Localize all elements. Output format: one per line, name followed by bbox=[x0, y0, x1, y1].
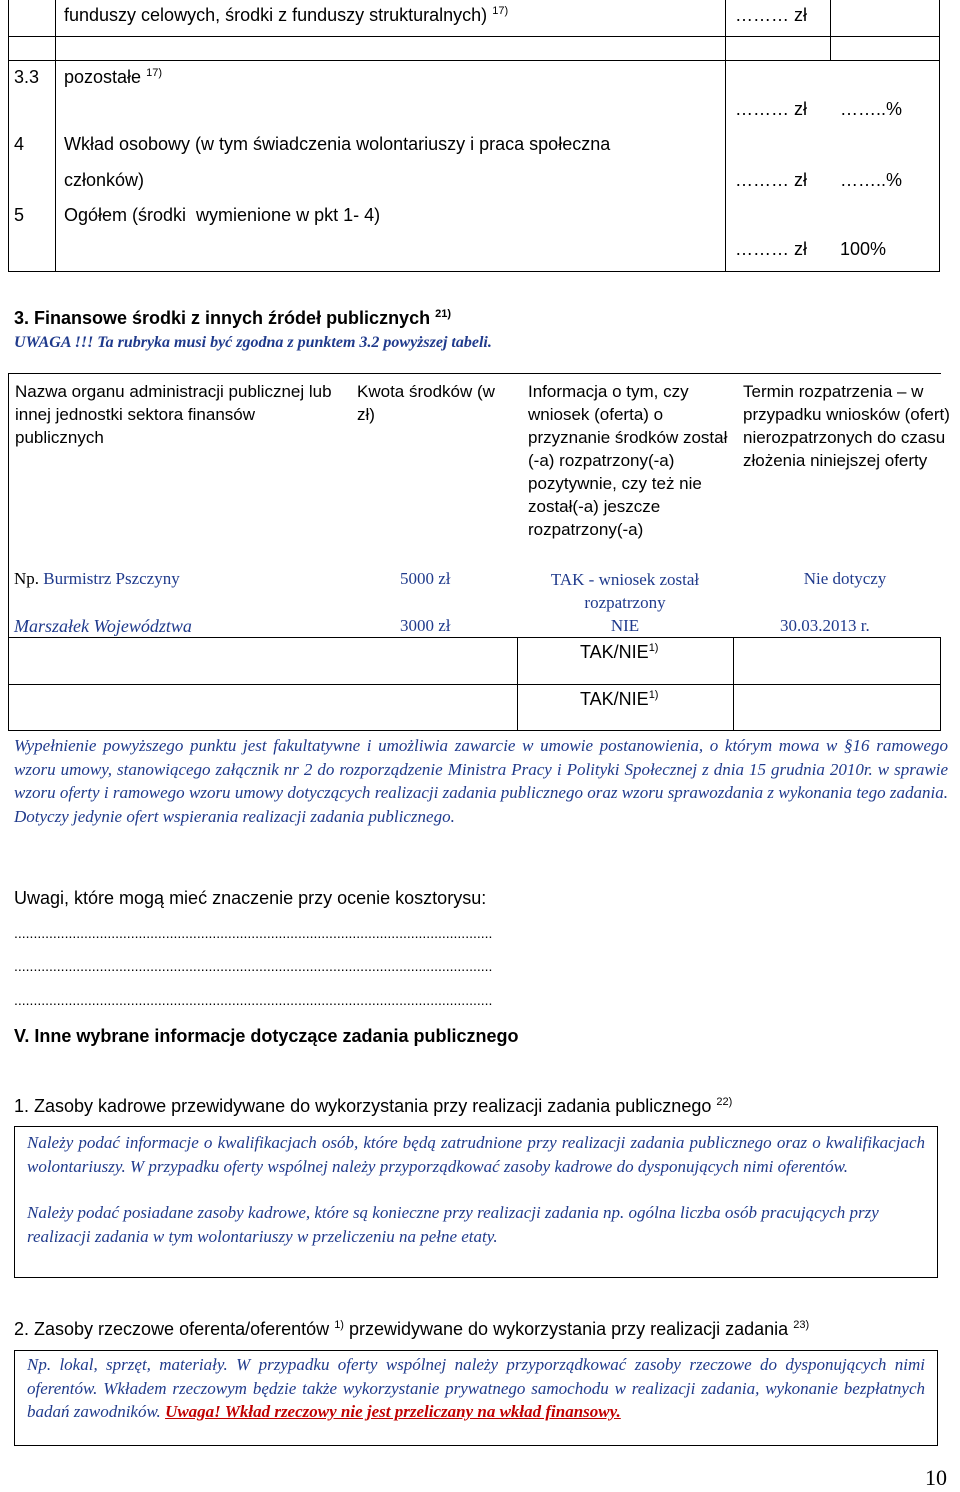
header-info: Informacja o tym, czy wniosek (oferta) o przyznanie środków został (-a) rozpatrzony(-a) pozytywnie, czy też nie został(-a) jeszcze rozpatrzony(-a) bbox=[528, 382, 728, 539]
staff-box-paragraph2: Należy podać posiadane zasoby kadrowe, które są konieczne przy realizacji zadania np. ogólna liczba osób pracujących przy realizacji zadania w tym wolontariuszy w przeliczeniu na pełne etaty. bbox=[27, 1203, 879, 1246]
row5-amount: ……… zł bbox=[735, 239, 807, 259]
optional-note: Wypełnienie powyższego punktu jest fakultatywne i umożliwia zawarcie w umowie postanowienia, o którym mowa w §16 ramowego wzoru umowy, stanowiącego załącznik nr 2 do rozporządzenie Ministra Pracy i Polityki Społecznej z dnia 15 grudnia 2010r. w sprawie wzoru oferty i ramowego wzoru umowy dotyczących realizacji zadania publicznego oraz wzoru sprawozdania z wykonania tego zadania. Dotyczy jedynie ofert wspierania realizacji zadania publicznego. bbox=[14, 736, 948, 826]
row33-label: pozostałe $^{17)}$ bbox=[64, 67, 162, 87]
item2-heading: 2. Zasoby rzeczowe oferenta/oferentów $^{1)}$ przewidywane do wykorzystania przy realizacji zadania $^{23)}$ bbox=[14, 1319, 810, 1339]
row5-label: Ogółem (środki wymienione w pkt 1- 4) bbox=[64, 205, 381, 225]
row2-term: 30.03.2013 r. bbox=[780, 616, 870, 635]
row4-percent: ……..% bbox=[840, 170, 903, 190]
row1-name: Np. Burmistrz Pszczyny bbox=[14, 569, 180, 588]
remarks-dots-line1: ........................................................................................................................... bbox=[14, 925, 493, 941]
row33-percent: ……..% bbox=[840, 99, 903, 119]
header-term: Termin rozpatrzenia – w przypadku wniosków (ofert) nierozpatrzonych do czasu złożenia niniejszej oferty bbox=[743, 382, 950, 470]
section5-heading: V. Inne wybrane informacje dotyczące zadania publicznego bbox=[14, 1026, 519, 1046]
staff-resources-box[interactable] bbox=[14, 1126, 938, 1278]
header-amount: Kwota środków (w zł) bbox=[357, 382, 495, 424]
row4-label-line1: Wkład osobowy (w tym świadczenia wolontariuszy i praca społeczna bbox=[64, 134, 611, 154]
row1-term: Nie dotyczy bbox=[803, 569, 887, 588]
row1-amount: 5000 zł bbox=[400, 569, 451, 588]
budget-row-top-label: funduszy celowych, środki z funduszy strukturalnych) $^{17)}$ bbox=[64, 5, 509, 25]
remarks-label: Uwagi, które mogą mieć znaczenie przy ocenie kosztorysu: bbox=[14, 888, 487, 908]
row4-number: 4 bbox=[14, 134, 25, 154]
page-number: 10 bbox=[925, 1465, 947, 1490]
row33-amount: ……… zł bbox=[735, 99, 807, 119]
row4-label-line2: członków) bbox=[64, 170, 145, 190]
blank-row2-info: TAK/NIE$^{1)}$ bbox=[580, 689, 659, 709]
row4-amount: ……… zł bbox=[735, 170, 807, 190]
section3-heading: 3. Finansowe środki z innych źródeł publicznych $^{21)}$ bbox=[14, 308, 451, 328]
row2-info: NIE bbox=[610, 616, 640, 635]
material-box-text: Np. lokal, sprzęt, materiały. W przypadku oferty wspólnej należy przyporządkować zasoby rzeczowe do dysponujących nimi oferentów. Wkładem rzeczowym będzie także wykorzystanie prywatnego samochodu w realizacji zadania, wykonanie bezpłatnych badań zawodników. Uwaga! Wkład rzeczowy nie jest przeliczany na wkład finansowy. bbox=[27, 1355, 925, 1421]
material-box-warning: Uwaga! Wkład rzeczowy nie jest przeliczany na wkład finansowy. bbox=[165, 1402, 621, 1421]
header-organ-name: Nazwa organu administracji publicznej lub innej jednostki sektora finansów publicznych bbox=[15, 382, 332, 447]
row2-name: Marszałek Województwa bbox=[14, 616, 192, 636]
row5-number: 5 bbox=[14, 205, 25, 225]
row1-info: TAK - wniosek został rozpatrzony bbox=[550, 570, 700, 612]
row2-amount: 3000 zł bbox=[400, 616, 451, 635]
remarks-dots-line3: ........................................................................................................................... bbox=[14, 992, 493, 1008]
row33-number: 3.3 bbox=[14, 67, 40, 87]
section3-warning: UWAGA !!! Ta rubryka musi być zgodna z punktem 3.2 powyższej tabeli. bbox=[14, 334, 492, 351]
row5-percent: 100% bbox=[840, 239, 887, 259]
material-resources-box[interactable] bbox=[14, 1350, 938, 1446]
item1-heading: 1. Zasoby kadrowe przewidywane do wykorzystania przy realizacji zadania publicznego $^{22)}$ bbox=[14, 1096, 733, 1116]
budget-row-top-amount: ……… zł bbox=[735, 5, 807, 25]
blank-row1-info: TAK/NIE$^{1)}$ bbox=[580, 642, 659, 662]
staff-box-paragraph1: Należy podać informacje o kwalifikacjach osób, które będą zatrudnione przy realizacji zadania publicznego oraz o kwalifikacjach wolontariuszy. W przypadku oferty wspólnej należy przyporządkować zasoby kadrowe do dysponujących nimi oferentów. bbox=[27, 1133, 925, 1176]
remarks-dots-line2: ........................................................................................................................... bbox=[14, 958, 493, 974]
